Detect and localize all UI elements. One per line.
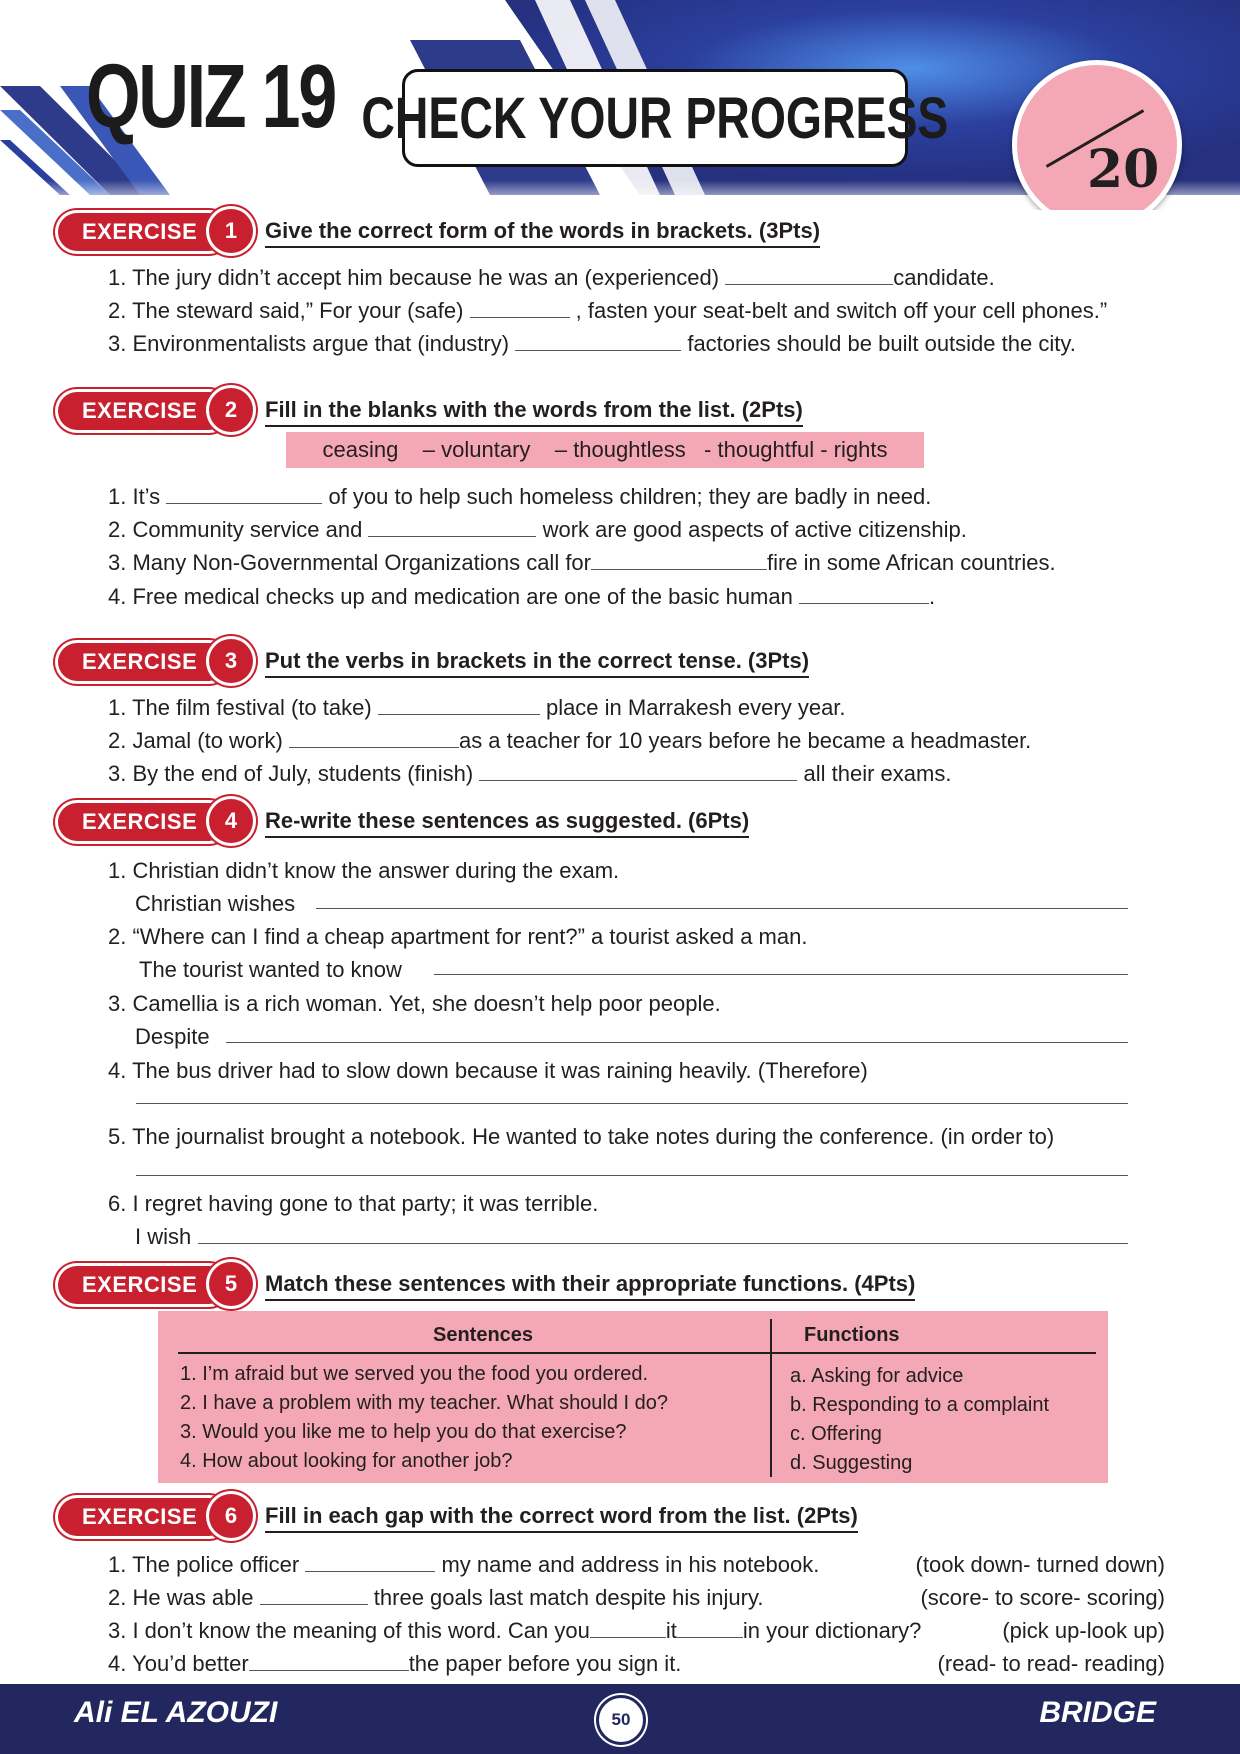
exercise-label: EXERCISE [58,1498,228,1536]
check-progress-title: CHECK YOUR PROGRESS [361,85,949,151]
answer-line[interactable] [198,1243,1128,1244]
exercise-2-item-3: 3. Many Non-Governmental Organizations call for fire in some African countries. [108,550,1056,575]
exercise-number: 4 [209,799,253,843]
exercise-title: Put the verbs in brackets in the correct tense. (3Pts) [265,648,809,678]
exercise-3-item-2: 2. Jamal (to work) as a teacher for 10 years before he became a headmaster. [108,728,1032,753]
functions-column-header: Functions [804,1324,900,1346]
exercise-4-prompt-1: Christian wishes [135,891,296,916]
table-column-divider [770,1319,772,1477]
exercise-title: Fill in the blanks with the words from the list. (2Pts) [265,397,803,427]
exercise-3-item-3: 3. By the end of July, students (finish) all their exams. [108,761,952,786]
answer-line[interactable] [136,1103,1128,1104]
exercise-4-prompt-2: The tourist wanted to know [139,957,402,982]
function-item: c. Offering [790,1423,882,1445]
author-name: Ali EL AZOUZI [74,1696,278,1729]
check-progress-banner [361,69,949,167]
answer-blank[interactable] [515,330,681,351]
function-item: d. Suggesting [790,1452,913,1474]
exercise-label: EXERCISE [58,213,228,251]
exercise-number: 5 [209,1262,253,1306]
exercise-number: 6 [209,1494,253,1538]
exercise-1-item-1: 1. The jury didn’t accept him because he was an (experienced) candidate. [108,265,995,290]
brand-name: BRIDGE [1039,1696,1156,1729]
answer-blank[interactable] [470,297,570,318]
exercise-label: EXERCISE [58,1266,228,1304]
answer-blank[interactable] [166,483,322,504]
exercise-number: 2 [209,388,253,432]
exercise-4-sentence-5: 5. The journalist brought a notebook. He wanted to take notes during the conference. (in order to) [108,1124,1055,1149]
quiz-title: QUIZ 19 [86,47,335,147]
exercise-4-prompt-3: Despite [135,1024,210,1049]
exercise-4-sentence-1: 1. Christian didn’t know the answer during the exam. [108,858,620,883]
exercise-label: EXERCISE [58,803,228,841]
exercise-label: EXERCISE [58,643,228,681]
page-number: 50 [596,1695,646,1745]
sentence-item: 2. I have a problem with my teacher. What should I do? [180,1392,669,1414]
answer-blank[interactable] [289,727,459,748]
answer-blank[interactable] [677,1617,743,1638]
exercise-title: Give the correct form of the words in brackets. (3Pts) [265,218,820,248]
exercise-6-item-3: 3. I don’t know the meaning of this word. Can you it in your dictionary? [108,1618,922,1643]
answer-blank[interactable] [479,760,797,781]
answer-line[interactable] [136,1175,1128,1176]
answer-blank[interactable] [591,549,767,570]
exercise-4-sentence-4: 4. The bus driver had to slow down because it was raining heavily. (Therefore) [108,1058,868,1083]
exercise-2-item-1: 1. It’s of you to help such homeless children; they are badly in need. [108,484,932,509]
sentence-item: 4. How about looking for another job? [180,1450,513,1472]
sentence-item: 3. Would you like me to help you do that exercise? [180,1421,627,1443]
exercise-1-item-2: 2. The steward said,” For your (safe) , fasten your seat-belt and switch off your cell phones.” [108,298,1108,323]
exercise-4-header [0,799,1240,845]
exercise-title: Re-write these sentences as suggested. (6Pts) [265,808,749,838]
answer-blank[interactable] [260,1584,368,1605]
function-item: a. Asking for advice [790,1365,964,1387]
word-list-box: ceasing – voluntary – thoughtless - thoughtful - rights [286,432,924,468]
table-header-rule [178,1352,1096,1354]
exercise-3-header [0,639,1240,685]
exercise-label: EXERCISE [58,392,228,430]
answer-blank[interactable] [249,1650,409,1671]
exercise-6-item-2: 2. He was able three goals last match despite his injury. [108,1585,764,1610]
exercise-1-header [0,209,1240,255]
score-total: 20 [1087,139,1160,200]
function-item: b. Responding to a complaint [790,1394,1050,1416]
sentences-column-header: Sentences [433,1324,534,1346]
exercise-6-item-1: 1. The police officer my name and address in his notebook. [108,1552,820,1577]
exercise-number: 1 [209,209,253,253]
exercise-2-item-4: 4. Free medical checks up and medication are one of the basic human . [108,584,936,609]
matching-table [158,1311,1108,1483]
exercise-4-prompt-6: I wish [135,1224,192,1249]
exercise-title: Fill in each gap with the correct word from the list. (2Pts) [265,1503,858,1533]
exercise-4-sentence-2: 2. “Where can I find a cheap apartment for rent?” a tourist asked a man. [108,924,808,949]
sentence-item: 1. I’m afraid but we served you the food you ordered. [180,1363,649,1385]
exercise-6-header [0,1494,1240,1540]
answer-blank[interactable] [799,583,929,604]
exercise-6-options-2: (score- to score- scoring) [920,1585,1165,1610]
exercise-title: Match these sentences with their appropriate functions. (4Pts) [265,1271,915,1301]
exercise-6-item-4: 4. You’d better the paper before you sign it. [108,1651,682,1676]
answer-line[interactable] [434,974,1128,975]
exercise-2-header [0,388,1240,434]
page-footer [0,1684,1240,1754]
exercise-4-sentence-3: 3. Camellia is a rich woman. Yet, she doesn’t help poor people. [108,991,721,1016]
answer-blank[interactable] [305,1551,435,1572]
exercise-5-header [0,1262,1240,1308]
exercise-number: 3 [209,639,253,683]
answer-blank[interactable] [368,516,536,537]
page-header [0,0,1240,210]
answer-blank[interactable] [590,1617,666,1638]
answer-line[interactable] [226,1042,1128,1043]
answer-line[interactable] [316,908,1128,909]
exercise-4-sentence-6: 6. I regret having gone to that party; it was terrible. [108,1191,599,1216]
exercise-6-options-4: (read- to read- reading) [937,1651,1165,1676]
answer-blank[interactable] [378,694,540,715]
exercise-2-item-2: 2. Community service and work are good aspects of active citizenship. [108,517,967,542]
exercise-6-options-1: (took down- turned down) [915,1552,1165,1577]
exercise-6-options-3: (pick up-look up) [1002,1618,1165,1643]
exercise-1-item-3: 3. Environmentalists argue that (industry) factories should be built outside the city. [108,331,1076,356]
answer-blank[interactable] [725,264,893,285]
exercise-3-item-1: 1. The film festival (to take) place in Marrakesh every year. [108,695,846,720]
